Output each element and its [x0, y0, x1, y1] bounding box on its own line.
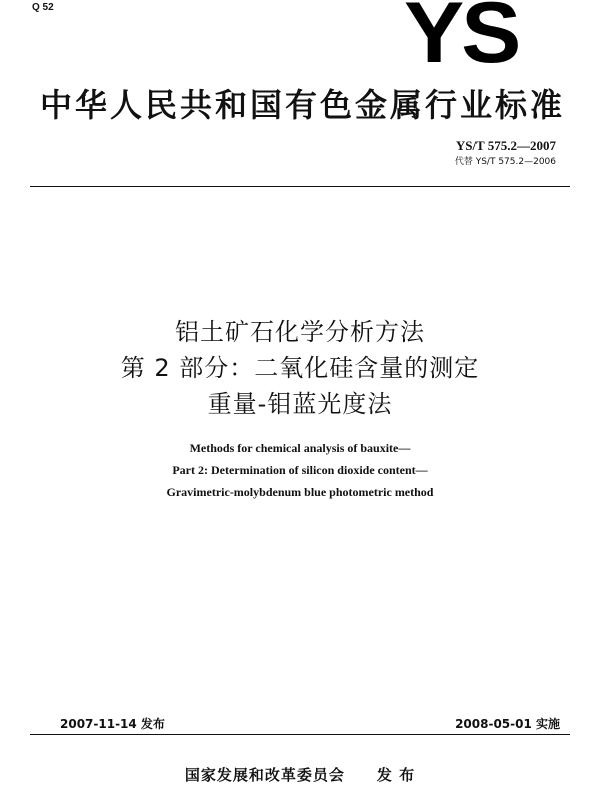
ys-logo: YS: [404, 0, 519, 81]
replaces-standard: 代替 YS/T 575.2—2006: [454, 157, 556, 167]
classification-code: Q 52: [32, 2, 54, 13]
cn-title-line-2: 第 2 部分：二氧化硅含量的测定: [120, 354, 480, 382]
implementation-date: 2008-05-01 实施: [455, 717, 560, 731]
issue-date: 2007-11-14 发布: [60, 717, 165, 731]
standard-number: YS/T 575.2—2007: [455, 138, 556, 153]
cn-title-line-3: 重量-钼蓝光度法: [207, 390, 393, 418]
header-divider: [30, 186, 570, 187]
footer-divider: [30, 734, 570, 735]
en-title-line-1: Methods for chemical analysis of bauxite—: [189, 441, 411, 455]
standard-category-title: 中华人民共和国有色金属行业标准: [40, 86, 566, 124]
en-title-line-2: Part 2: Determination of silicon dioxide content—: [172, 463, 428, 477]
publisher: 国家发展和改革委员会 发 布: [184, 766, 416, 784]
cn-title-line-1: 铝土矿石化学分析方法: [175, 318, 425, 346]
en-title-line-3: Gravimetric-molybdenum blue photometric method: [166, 485, 434, 499]
